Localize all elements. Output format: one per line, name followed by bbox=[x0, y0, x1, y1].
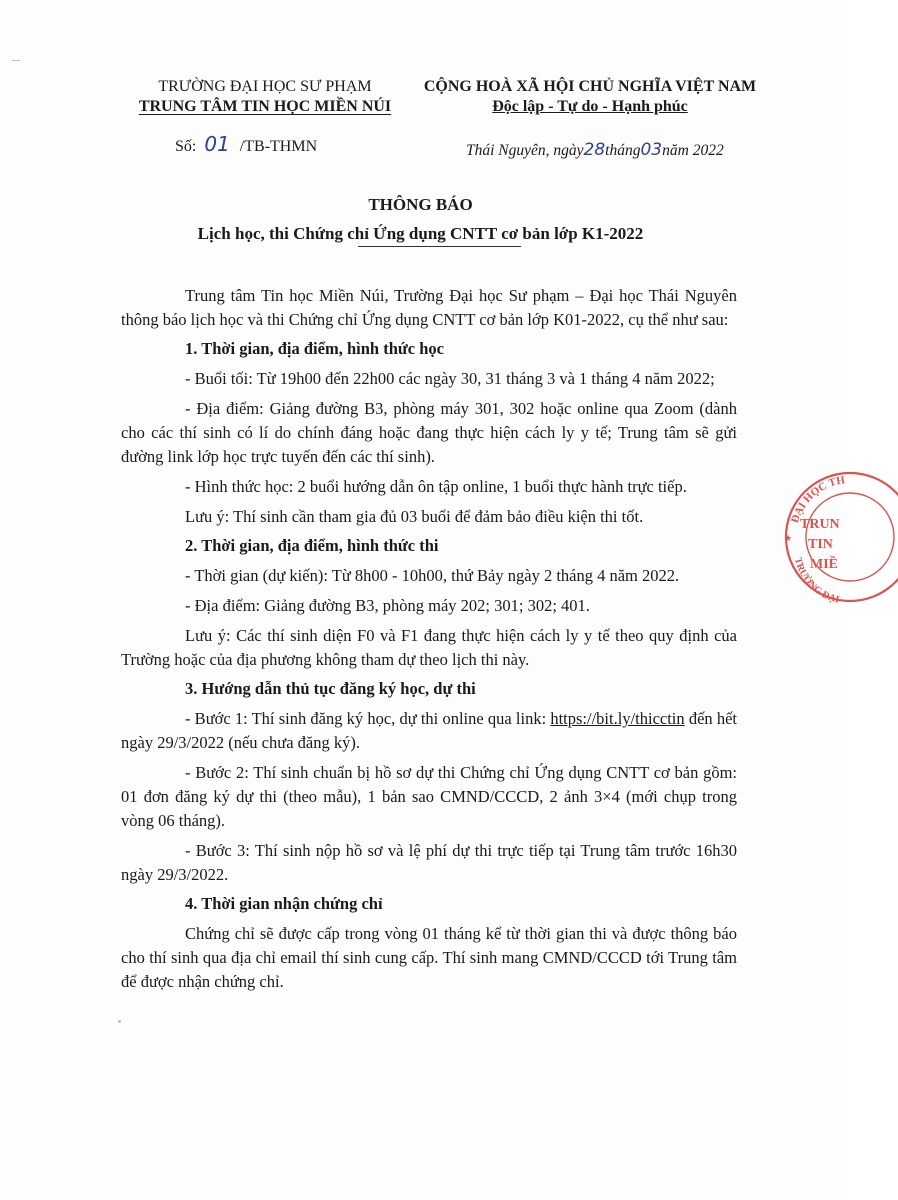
stamp-star-icon: ★ bbox=[784, 534, 793, 544]
official-stamp bbox=[778, 468, 898, 606]
date-month: 03 bbox=[640, 140, 663, 160]
so-number: 01 bbox=[204, 132, 230, 156]
date-year: năm 2022 bbox=[662, 142, 724, 159]
date-day: 28 bbox=[583, 140, 606, 160]
nation-name: CỘNG HOÀ XÃ HỘI CHỦ NGHĨA VIỆT NAM bbox=[423, 78, 757, 95]
section-1-line-1: - Buổi tối: Từ 19h00 đến 22h00 các ngày 30, 31 tháng 3 và 1 tháng 4 năm 2022; bbox=[185, 369, 715, 388]
step-1-deadline: đến hết ngày 29/3/2022 (nếu chưa đăng ký). bbox=[121, 709, 737, 752]
stamp-ring-bottom: TRƯỜNG ĐẠI bbox=[791, 556, 841, 606]
issuer-block bbox=[134, 77, 396, 117]
section-3-step-2: - Bước 2: Thí sinh chuẩn bị hồ sơ dự thi Chứng chỉ Ứng dụng CNTT cơ bản gồm: 01 đơn đăng ký dự thi (theo mẫu), 1 bản sao CMND/CCCD, 2 ảnh 3×4 (mới chụp trong vòng 06 tháng). bbox=[121, 763, 737, 830]
step-1-text: - Bước 1: Thí sinh đăng ký học, dự thi online qua link: bbox=[185, 709, 551, 728]
section-4-line-1: Chứng chỉ sẽ được cấp trong vòng 01 tháng kể từ thời gian thi và được thông báo cho thí sinh qua địa chỉ email thí sinh cung cấp. Thí sinh mang CMND/CCCD tới Trung tâm để được nhận chứng chỉ. bbox=[121, 924, 737, 991]
section-1-heading: 1. Thời gian, địa điểm, hình thức học bbox=[185, 339, 444, 358]
so-label: Số: bbox=[175, 138, 197, 155]
center-name: TRUNG TÂM TIN HỌC MIỀN NÚI bbox=[138, 98, 392, 115]
intro-paragraph: Trung tâm Tin học Miền Núi, Trường Đại học Sư phạm – Đại học Thái Nguyên thông báo lịch học và thi Chứng chỉ Ứng dụng CNTT cơ bản lớp K01-2022, cụ thể như sau: bbox=[121, 286, 737, 329]
scan-speck bbox=[118, 1020, 121, 1023]
section-1-line-3: - Hình thức học: 2 buổi hướng dẫn ôn tập online, 1 buổi thực hành trực tiếp. bbox=[185, 477, 687, 496]
so-suffix: /TB-THMN bbox=[239, 138, 318, 155]
date-prefix: Thái Nguyên, ngày bbox=[466, 142, 584, 159]
section-2-line-1: - Thời gian (dự kiến): Từ 8h00 - 10h00, thứ Bảy ngày 2 tháng 4 năm 2022. bbox=[185, 566, 680, 585]
section-2-line-2: - Địa điểm: Giảng đường B3, phòng máy 202; 301; 302; 401. bbox=[185, 596, 590, 615]
section-3-heading: 3. Hướng dẫn thủ tục đăng ký học, dự thi bbox=[185, 679, 476, 698]
section-4-heading: 4. Thời gian nhận chứng chỉ bbox=[185, 894, 383, 913]
issue-date bbox=[466, 140, 724, 160]
section-1-note: Lưu ý: Thí sinh cần tham gia đủ 03 buổi để đảm bảo điều kiện thi tốt. bbox=[185, 507, 644, 526]
stamp-line-1: TRUN bbox=[800, 517, 840, 532]
nation-block bbox=[420, 77, 760, 117]
stamp-line-3: MIỀ bbox=[810, 557, 838, 572]
section-3-step-3: - Bước 3: Thí sinh nộp hồ sơ và lệ phí dự thi trực tiếp tại Trung tâm trước 16h30 ngày 29/3/2022. bbox=[121, 841, 737, 884]
section-2-note: Lưu ý: Các thí sinh diện F0 và F1 đang thực hiện cách ly y tế theo quy định của Trường hoặc của địa phương không tham dự theo lịch thi này. bbox=[121, 626, 737, 669]
section-3-step-1 bbox=[121, 707, 737, 755]
date-month-label: tháng bbox=[605, 142, 641, 159]
title-underline bbox=[358, 246, 521, 247]
university-name: TRƯỜNG ĐẠI HỌC SƯ PHẠM bbox=[158, 78, 372, 95]
scan-speck bbox=[12, 60, 20, 61]
stamp-line-2: TIN bbox=[808, 537, 833, 552]
registration-link[interactable]: https://bit.ly/thicctin bbox=[550, 709, 685, 728]
section-1-line-2: - Địa điểm: Giảng đường B3, phòng máy 301, 302 hoặc online qua Zoom (dành cho các thí sinh có lí do chính đáng hoặc đang thực hiện cách ly y tế; Trung tâm sẽ gửi đường link lớp học trực tuyến đến các thí sinh). bbox=[121, 399, 737, 466]
document-subtitle: Lịch học, thi Chứng chỉ Ứng dụng CNTT cơ bản lớp K1-2022 bbox=[197, 224, 644, 243]
stamp-ring-top: ĐẠI HỌC TH bbox=[789, 474, 846, 525]
document-body bbox=[121, 284, 737, 994]
section-2-heading: 2. Thời gian, địa điểm, hình thức thi bbox=[185, 536, 439, 555]
document-title: THÔNG BÁO bbox=[368, 195, 473, 214]
motto: Độc lập - Tự do - Hạnh phúc bbox=[492, 98, 688, 115]
document-number bbox=[175, 132, 317, 156]
